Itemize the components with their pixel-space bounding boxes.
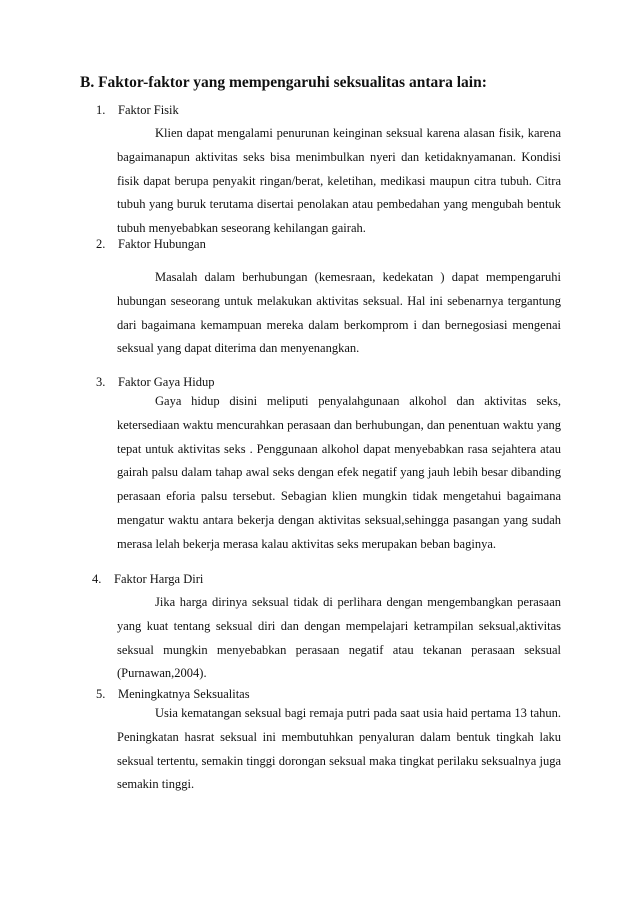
list-item-number: 5.: [96, 687, 106, 701]
list-item-title: [96, 687, 250, 702]
list-item-title: [96, 103, 179, 118]
list-item-paragraph: Masalah dalam berhubungan (kemesraan, kedekatan ) dapat mempengaruhi hubungan seseorang untuk melakukan aktivitas seksual. Hal ini sebenarnya tergantung dari bagaimana kemampuan mereka dalam berkomprom i dan bernegosiasi mengenai seksual yang dapat diterima dan menyenangkan.: [117, 270, 561, 356]
list-item-title: [96, 237, 206, 252]
list-item-paragraph: Jika harga dirinya seksual tidak di perlihara dengan mengembangkan perasaan yang kuat tentang seksual diri dan dengan mempelajari ketrampilan seksual,aktivitas seksual mungkin menyebabkan perasaan negatif atau tekanan perasaan seksual (Purnawan,2004).: [117, 595, 561, 681]
list-item-label: Faktor Gaya Hidup: [118, 375, 215, 389]
list-item-label: Faktor Harga Diri: [114, 572, 204, 586]
list-item-paragraph: Klien dapat mengalami penurunan keinginan seksual karena alasan fisik, karena bagaimanapun aktivitas seks bisa menimbulkan nyeri dan ketidaknyamanan. Kondisi fisik dapat berupa penyakit ringan/berat, keletihan, medikasi maupun citra tubuh. Citra tubuh yang buruk terutama disertai penolakan atau pembedahan yang mengubah bentuk tubuh menyebabkan seseorang kehilangan gairah.: [117, 126, 561, 236]
list-item-label: Faktor Fisik: [118, 103, 179, 117]
list-item-label: Meningkatnya Seksualitas: [118, 687, 250, 701]
list-item-paragraph: Gaya hidup disini meliputi penyalahgunaan alkohol dan aktivitas seks, ketersediaan waktu mencurahkan perasaan dan berhubungan, dan penentuan waktu yang tepat untuk aktivitas seks . Penggunaan alkohol dapat menyebabkan rasa sejahtera atau gairah palsu dalam tahap awal seks dengan efek negatif yang jauh lebih besar dibanding perasaan eforia palsu tersebut. Sebagian klien mungkin tidak mengetahui bagaimana mengatur waktu antara bekerja dengan aktivitas seksual,sehingga pasangan yang sudah merasa lelah bekerja merasa kalau aktivitas seks merupakan beban baginya.: [117, 394, 561, 551]
list-item-number: 2.: [96, 237, 106, 251]
list-item-number: 4.: [92, 572, 102, 586]
section-heading: B. Faktor-faktor yang mempengaruhi seksualitas antara lain:: [80, 74, 487, 91]
list-item-paragraph: Usia kematangan seksual bagi remaja putri pada saat usia haid pertama 13 tahun. Peningkatan hasrat seksual ini membutuhkan penyaluran dalam bentuk tingkah laku seksual tertentu, semakin tinggi dorongan seksual maka tingkat perilaku seksualnya juga semakin tinggi.: [117, 706, 561, 792]
list-item-number: 1.: [96, 103, 106, 117]
list-item-title: [92, 572, 203, 587]
list-item-label: Faktor Hubungan: [118, 237, 206, 251]
list-item-number: 3.: [96, 375, 106, 389]
list-item-title: [96, 375, 215, 390]
